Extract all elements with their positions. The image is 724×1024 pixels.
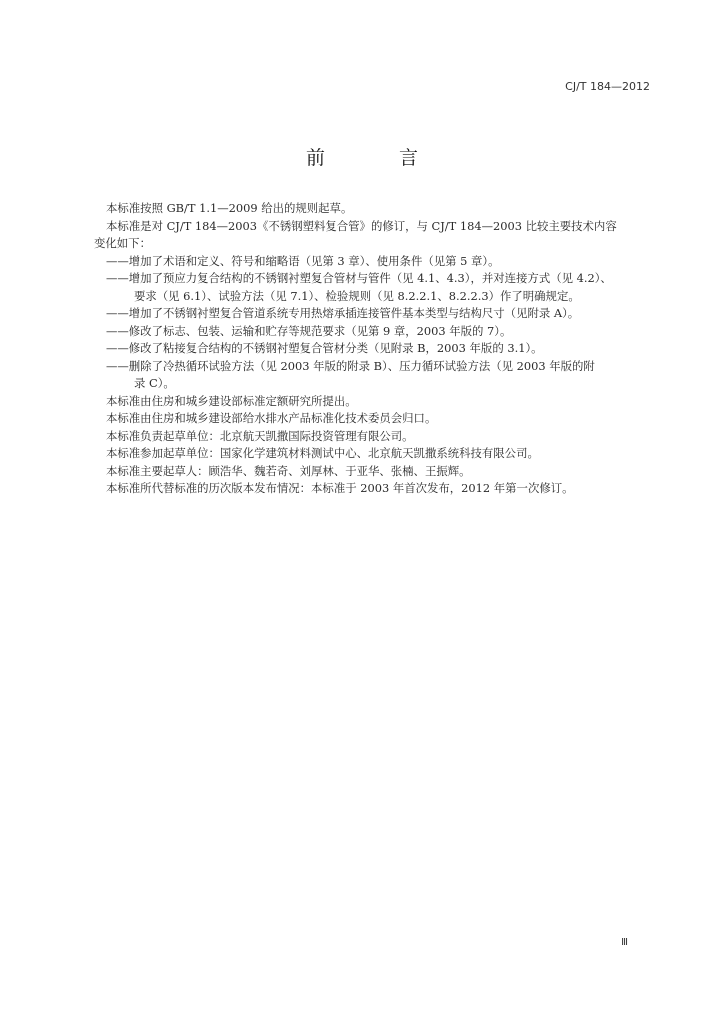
change-item: ——删除了冷热循环试验方法（见 2003 年版的附录 B）、压力循环试验方法（见 2003 年版的附 xyxy=(106,358,595,373)
paragraph: 本标准主要起草人：顾浩华、魏若奇、刘厚林、于亚华、张楠、王振辉。 xyxy=(106,463,471,478)
change-item: ——增加了术语和定义、符号和缩略语（见第 3 章）、使用条件（见第 5 章）。 xyxy=(106,253,500,268)
change-item: ——修改了粘接复合结构的不锈钢衬塑复合管材分类（见附录 B，2003 年版的 3.1）。 xyxy=(106,341,543,355)
paragraph: 本标准按照 GB/T 1.1—2009 给出的规则起草。 xyxy=(106,201,353,215)
change-item: ——增加了预应力复合结构的不锈钢衬塑复合管材与管件（见 4.1、4.3），并对连接方式（见 4.2）、 xyxy=(106,271,612,285)
paragraph: 本标准由住房和城乡建设部给水排水产品标准化技术委员会归口。 xyxy=(106,411,437,425)
paragraph: 本标准是对 CJ/T 184—2003《不锈钢塑料复合管》的修订，与 CJ/T 184—2003 比较主要技术内容 xyxy=(106,218,617,233)
change-item: ——修改了标志、包装、运输和贮存等规范要求（见第 9 章，2003 年版的 7）。 xyxy=(106,323,512,338)
paragraph-continuation: 变化如下： xyxy=(94,236,151,250)
change-item: ——增加了不锈钢衬塑复合管道系统专用热熔承插连接管件基本类型与结构尺寸（见附录 A）。 xyxy=(106,306,580,320)
page-title: 前 言 xyxy=(305,147,453,169)
paragraph: 本标准参加起草单位：国家化学建筑材料测试中心、北京航天凯撒系统科技有限公司。 xyxy=(106,446,539,460)
standard-code: CJ/T 184—2012 xyxy=(565,80,650,93)
change-item-continuation: 要求（见 6.1）、试验方法（见 7.1）、检验规则（见 8.2.2.1、8.2.2.3）作了明确规定。 xyxy=(134,288,580,303)
paragraph: 本标准所代替标准的历次版本发布情况：本标准于 2003 年首次发布，2012 年第一次修订。 xyxy=(106,481,574,495)
paragraph: 本标准由住房和城乡建设部标准定额研究所提出。 xyxy=(106,393,357,408)
page-number: Ⅲ xyxy=(621,937,628,948)
paragraph: 本标准负责起草单位：北京航天凯撒国际投资管理有限公司。 xyxy=(106,428,414,443)
change-item-continuation: 录 C）。 xyxy=(134,376,175,390)
preface-body xyxy=(94,200,652,498)
